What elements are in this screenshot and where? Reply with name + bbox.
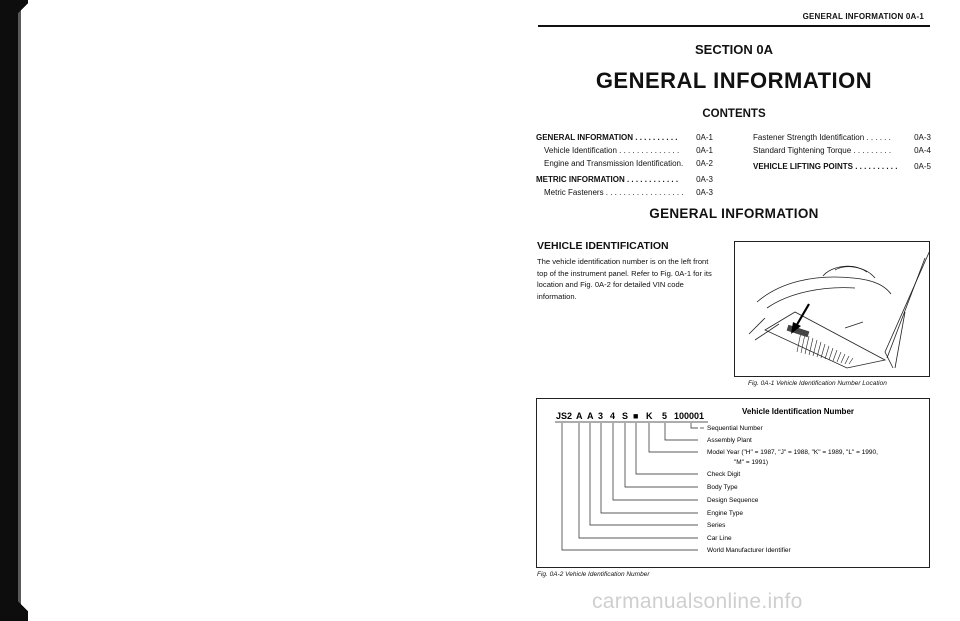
vin-char: K (646, 411, 653, 421)
vin-label: Car Line (707, 535, 732, 542)
section-heading: GENERAL INFORMATION (649, 206, 819, 221)
toc-entry-page: 0A-1 (696, 146, 713, 155)
vin-label: Model Year ("H" = 1987, "J" = 1988, "K" = 1989, "L" = 1990, (707, 449, 878, 456)
vin-char: 4 (610, 411, 616, 421)
toc-entry-page: 0A-3 (696, 188, 713, 197)
toc-entry-title: Standard Tightening Torque . . . . . . . . . (753, 146, 892, 155)
toc-entry-page: 0A-5 (914, 162, 931, 171)
vin-label: Check Digit (707, 471, 741, 478)
figure-caption: Fig. 0A-1 Vehicle Identification Number Location (748, 380, 887, 387)
header-rule (538, 25, 930, 27)
scan-binding-edge (0, 0, 18, 621)
figure-vin-location (734, 241, 930, 377)
vin-char: ■ (633, 411, 639, 421)
toc-entry-page: 0A-2 (696, 159, 713, 168)
scan-corner-top (14, 0, 28, 24)
vin-label: Engine Type (707, 510, 744, 517)
body-paragraph: The vehicle identification number is on the left front top of the instrument panel. Refer to Fig. 0A-1 for its location and Fig. 0A-2 for detailed VIN code information. (537, 257, 712, 301)
vin-char: JS2 (556, 411, 573, 421)
toc-entry[interactable] (753, 131, 931, 144)
toc-entry-page: 0A-3 (914, 133, 931, 142)
contents-heading: CONTENTS (702, 108, 766, 120)
toc-entry-page: 0A-4 (914, 146, 931, 155)
vin-char: 5 (662, 411, 668, 421)
toc-entry[interactable] (536, 131, 713, 144)
toc-entry-title: Vehicle Identification . . . . . . . . . . . . . . (544, 146, 680, 155)
toc-entry[interactable] (536, 186, 713, 199)
toc-entry-page: 0A-3 (696, 175, 713, 184)
vin-label: Body Type (707, 484, 738, 491)
toc-entry-title: METRIC INFORMATION . . . . . . . . . . . . (536, 175, 679, 184)
watermark: carmanualsonline.info (592, 590, 803, 613)
figure-caption: Fig. 0A-2 Vehicle Identification Number (537, 571, 650, 578)
vin-label: Assembly Plant (707, 437, 752, 444)
vin-characters (556, 411, 704, 421)
toc-entry[interactable] (536, 157, 713, 170)
page-title: GENERAL INFORMATION (595, 68, 873, 93)
vin-label: Sequential Number (707, 425, 763, 432)
vin-label: World Manufacturer Identifier (707, 547, 791, 554)
toc-entry-title: Metric Fasteners . . . . . . . . . . . . . . . . . . (544, 188, 684, 197)
toc-entry-title: VEHICLE LIFTING POINTS . . . . . . . . . . (753, 162, 898, 171)
vin-label: "M" = 1991) (734, 459, 769, 466)
vin-field-labels (707, 425, 878, 554)
toc-entry-title: GENERAL INFORMATION . . . . . . . . . . (536, 133, 678, 142)
vin-char: A (587, 411, 594, 421)
vin-diagram-title: Vehicle Identification Number (741, 407, 855, 416)
vin-label: Design Sequence (707, 497, 759, 504)
scan-binding-shadow (18, 0, 21, 621)
vin-label: Series (707, 522, 726, 529)
toc-entry[interactable] (753, 160, 931, 173)
scan-corner-bottom (14, 588, 28, 621)
subsection-heading: VEHICLE IDENTIFICATION (537, 240, 669, 252)
toc-entry-title: Engine and Transmission Identification. (544, 159, 684, 168)
vin-code-diagram (536, 398, 928, 566)
vin-location-illustration (735, 242, 929, 376)
section-label: SECTION 0A (694, 42, 773, 57)
vin-char: 3 (598, 411, 604, 421)
toc-entry[interactable] (536, 144, 713, 157)
toc-entry[interactable] (753, 144, 931, 157)
toc-entry[interactable] (536, 173, 713, 186)
toc-entry-title: Fastener Strength Identification . . . . . . (753, 133, 891, 142)
contents-list-left (536, 131, 713, 199)
toc-entry-page: 0A-1 (696, 133, 713, 142)
running-head: GENERAL INFORMATION 0A-1 (802, 12, 924, 21)
contents-list-right (753, 131, 931, 173)
vin-char: A (576, 411, 583, 421)
vin-char: S (622, 411, 629, 421)
vin-char: 100001 (674, 411, 705, 421)
